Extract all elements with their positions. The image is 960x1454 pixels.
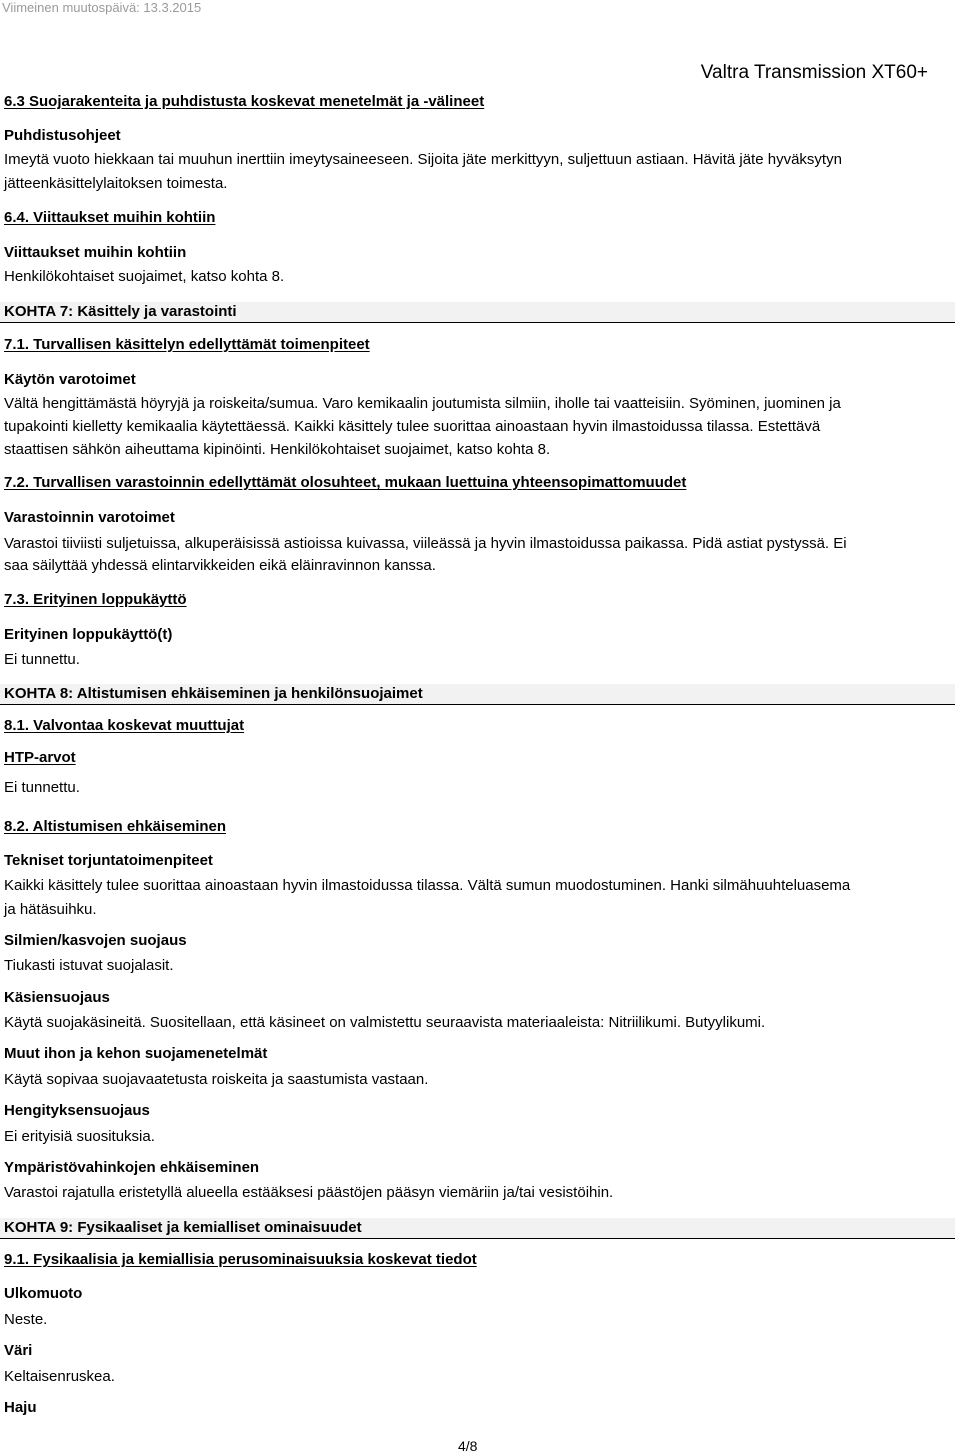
respiratory-protection-text: Ei erityisiä suosituksia. [4, 1128, 155, 1145]
storage-precautions-heading: Varastoinnin varotoimet [4, 509, 175, 526]
odour-heading: Haju [4, 1399, 37, 1416]
engineering-controls-heading: Tekniset torjuntatoimenpiteet [4, 852, 213, 869]
skin-protection-text: Käytä sopivaa suojavaatetusta roiskeita ja saastumista vastaan. [4, 1071, 429, 1088]
section-7-1-title: 7.1. Turvallisen käsittelyn edellyttämät toimenpiteet [4, 336, 370, 353]
section-7-2-title: 7.2. Turvallisen varastoinnin edellyttämät olosuhteet, mukaan luettuina yhteensopimattomuudet [4, 474, 687, 491]
cleaning-text-line: jätteenkäsittelylaitoksen toimesta. [4, 175, 228, 192]
use-precautions-line: tupakointi kielletty kemikaalia käytettäessä. Kaikki käsittely tulee suorittaa ainoastaan hyvin ilmastoidussa tilassa. Estettävä [4, 418, 821, 435]
section-6-4-title: 6.4. Viittaukset muihin kohtiin [4, 209, 216, 226]
environmental-controls-heading: Ympäristövahinkojen ehkäiseminen [4, 1159, 260, 1176]
eye-protection-text: Tiukasti istuvat suojalasit. [4, 957, 174, 974]
colour-text: Keltaisenruskea. [4, 1368, 115, 1385]
section-9-banner: KOHTA 9: Fysikaaliset ja kemialliset ominaisuudet [0, 1218, 955, 1239]
skin-protection-heading: Muut ihon ja kehon suojamenetelmät [4, 1045, 268, 1062]
section-9-1-title: 9.1. Fysikaalisia ja kemiallisia perusominaisuuksia koskevat tiedot [4, 1251, 477, 1268]
cleaning-instructions-heading: Puhdistusohjeet [4, 127, 121, 144]
storage-precautions-line: Varastoi tiiviisti suljetuissa, alkuperäisissä astioissa kuivassa, viileässä ja hyvin ilmastoidussa paikassa. Pidä astiat pystyssä. Ei [4, 535, 847, 552]
hand-protection-heading: Käsiensuojaus [4, 989, 110, 1006]
use-precautions-line: staattisen sähkön aiheuttama kipinöinti. Henkilökohtaiset suojaimet, katso kohta 8. [4, 441, 551, 458]
section-6-3-title: 6.3 Suojarakenteita ja puhdistusta koskevat menetelmät ja -välineet [4, 93, 485, 110]
appearance-text: Neste. [4, 1311, 48, 1328]
specific-end-use-heading: Erityinen loppukäyttö(t) [4, 626, 173, 643]
engineering-controls-line: Kaikki käsittely tulee suorittaa ainoastaan hyvin ilmastoidussa tilassa. Vältä sumun muodostuminen. Hanki silmähuuhteluasema [4, 877, 851, 894]
environmental-controls-text: Varastoi rajatulla eristetyllä alueella estääksesi päästöjen pääsyn viemäriin ja/tai vesistöihin. [4, 1184, 614, 1201]
product-name: Valtra Transmission XT60+ [700, 62, 928, 83]
references-text: Henkilökohtaiset suojaimet, katso kohta 8. [4, 268, 285, 285]
section-8-banner: KOHTA 8: Altistumisen ehkäiseminen ja henkilönsuojaimet [0, 684, 955, 705]
htp-values-heading: HTP-arvot [4, 749, 76, 766]
respiratory-protection-heading: Hengityksensuojaus [4, 1102, 150, 1119]
section-7-banner: KOHTA 7: Käsittely ja varastointi [0, 302, 955, 323]
engineering-controls-line: ja hätäsuihku. [4, 901, 97, 918]
section-8-1-title: 8.1. Valvontaa koskevat muuttujat [4, 717, 245, 734]
use-precautions-line: Vältä hengittämästä höyryjä ja roiskeita/sumua. Varo kemikaalin joutumista silmiin, iholle tai vaatteisiin. Syöminen, juominen ja [4, 395, 841, 412]
eye-protection-heading: Silmien/kasvojen suojaus [4, 932, 187, 949]
section-8-2-title: 8.2. Altistumisen ehkäiseminen [4, 818, 227, 835]
hand-protection-text: Käytä suojakäsineitä. Suositellaan, että käsineet on valmistettu seuraavista materiaaleista: Nitriilikumi. Butyylikumi. [4, 1014, 766, 1031]
section-7-3-title: 7.3. Erityinen loppukäyttö [4, 591, 187, 608]
cleaning-text-line: Imeytä vuoto hiekkaan tai muuhun inerttiin imeytysaineeseen. Sijoita jäte merkittyyn, suljettuun astiaan. Hävitä jäte hyväksytyn [4, 151, 842, 168]
colour-heading: Väri [4, 1342, 33, 1359]
revision-date: Viimeinen muutospäivä: 13.3.2015 [2, 0, 202, 15]
htp-values-text: Ei tunnettu. [4, 779, 80, 796]
use-precautions-heading: Käytön varotoimet [4, 371, 136, 388]
specific-end-use-text: Ei tunnettu. [4, 651, 80, 668]
storage-precautions-line: saa säilyttää yhdessä elintarvikkeiden eikä eläinravinnon kanssa. [4, 557, 436, 574]
appearance-heading: Ulkomuoto [4, 1285, 83, 1302]
references-heading: Viittaukset muihin kohtiin [4, 244, 187, 261]
page-number: 4/8 [458, 1438, 478, 1454]
